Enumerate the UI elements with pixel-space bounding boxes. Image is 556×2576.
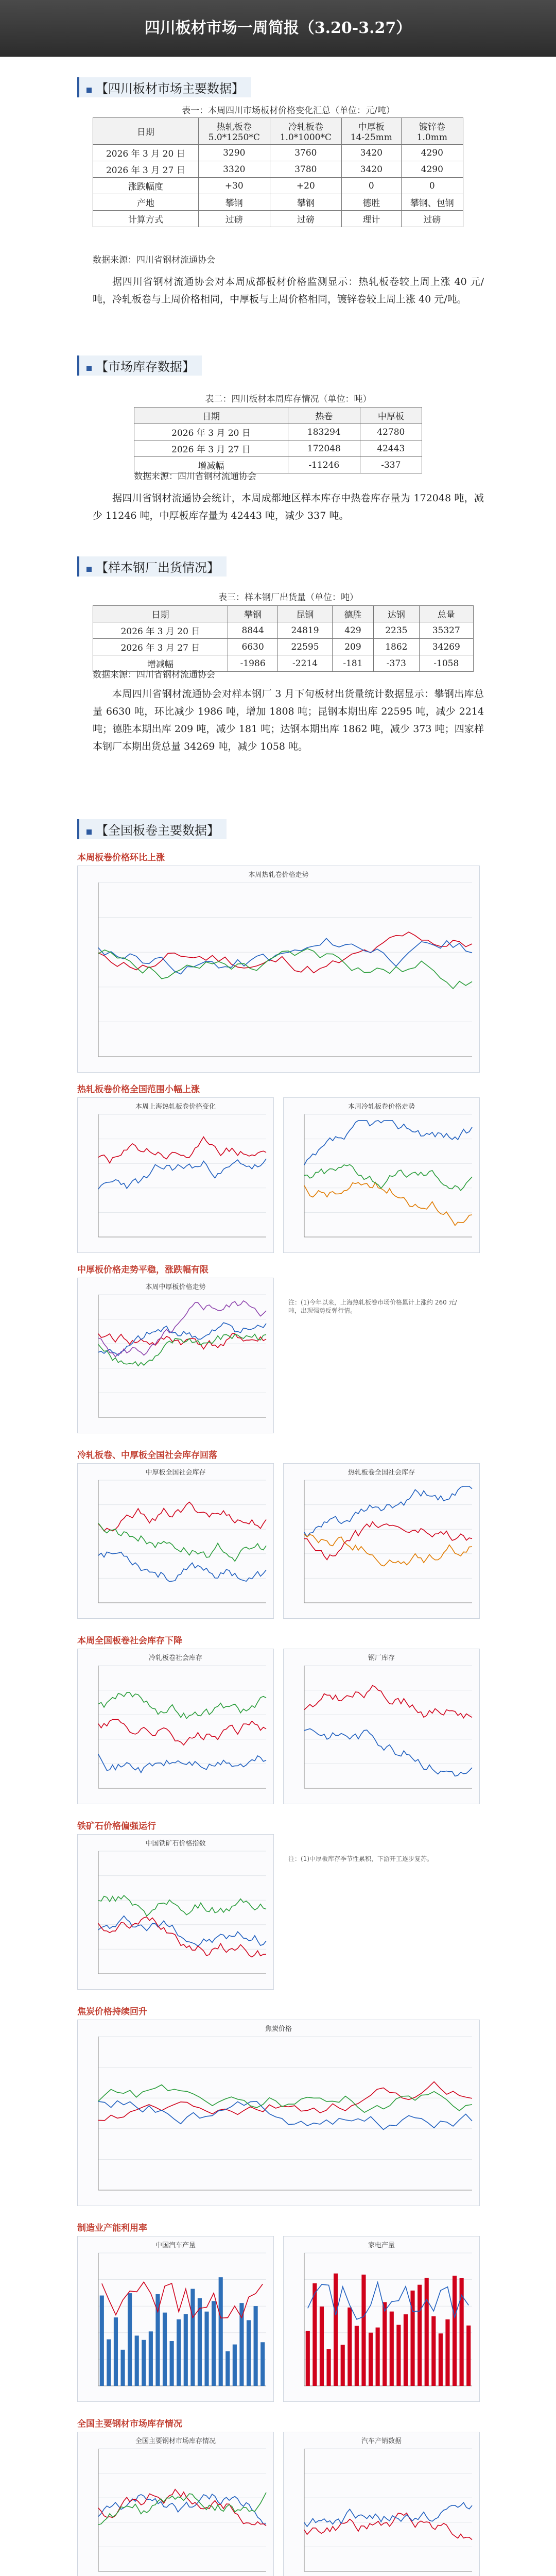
table-header-row (134, 408, 422, 424)
chart-head-5: 铁矿石价格偏强运行 (77, 1821, 156, 1832)
table-header-row (93, 118, 463, 145)
table-cell: 209 (332, 639, 373, 655)
table-cell: 4290 (401, 145, 463, 161)
section-inventory-label: 【市场库存数据】 (96, 360, 195, 374)
table-cell: 过磅 (270, 211, 341, 227)
series-line (98, 1720, 266, 1745)
table-cell: 34269 (419, 639, 473, 655)
table-cell: 1862 (374, 639, 419, 655)
bar (184, 2314, 188, 2386)
table-header-cell: 冷轧板卷 1.0*1000*C (270, 118, 341, 145)
bar (355, 2326, 359, 2386)
chart-canvas (284, 2432, 479, 2576)
bar (466, 2326, 471, 2386)
chart-canvas (78, 2236, 273, 2401)
table-header-cell: 总量 (419, 606, 473, 622)
table-row (93, 622, 474, 639)
bar (348, 2308, 352, 2386)
chart-title: 中国铁矿石价格指数 (145, 1840, 206, 1848)
table-row (134, 424, 422, 440)
table-header-cell: 热卷 (288, 408, 360, 424)
bar (135, 2335, 139, 2386)
bar (128, 2293, 132, 2386)
bar (453, 2276, 457, 2386)
table-cell: 增减幅 (93, 655, 228, 672)
bar (396, 2325, 401, 2386)
table-header-cell: 攀钢 (228, 606, 277, 622)
table-cell: 42780 (360, 424, 422, 440)
series-line (98, 2082, 472, 2121)
table-cell: 涨跌幅度 (93, 178, 199, 194)
chart-canvas (78, 1278, 273, 1433)
chart-canvas (284, 1464, 479, 1618)
chart-plate-inventory (77, 1463, 274, 1619)
table-cell: +30 (198, 178, 270, 194)
table1-caption: 表一：本周四川市场板材价格变化汇总（单位：元/吨） (182, 106, 395, 116)
bar (177, 2319, 181, 2386)
table-cell: 3320 (198, 161, 270, 178)
table-cell: 过磅 (198, 211, 270, 227)
bar (163, 2313, 167, 2386)
chart-head-1: 热轧板卷价格全国范围小幅上涨 (77, 1084, 200, 1095)
table-cell: 理计 (341, 211, 401, 227)
series-line (304, 1534, 472, 1566)
chart-title: 中国汽车产量 (155, 2242, 196, 2249)
bar (100, 2296, 104, 2386)
chart-market-inventory (77, 2432, 274, 2576)
chart-title: 冷轧板卷社会库存 (148, 1654, 202, 1662)
table-row (93, 178, 463, 194)
chart-canvas (78, 1835, 273, 1989)
bar (149, 2331, 153, 2386)
section-national-heading (77, 819, 227, 839)
bar (334, 2274, 338, 2386)
table-cell: -373 (374, 655, 419, 672)
series-line (98, 1895, 266, 1916)
chart-title: 本周热轧卷价格走势 (248, 871, 309, 879)
series-line (98, 1552, 266, 1581)
chart-canvas (78, 2020, 479, 2206)
bar (425, 2278, 429, 2386)
bar (439, 2333, 443, 2386)
price-table (93, 117, 463, 227)
series-line (98, 948, 472, 989)
inventory-summary-paragraph: 据四川省钢材流通协会统计，本周成都地区样本库存中热卷库存量为 172048 吨，减少 11246 吨，中厚板库存量为 42443 吨，减少 337 吨。 (93, 493, 484, 521)
table-header-cell: 达钢 (374, 606, 419, 622)
bar (120, 2350, 125, 2386)
bar (404, 2314, 408, 2386)
bar (312, 2283, 317, 2386)
table-header-cell: 中厚板 14-25mm (341, 118, 401, 145)
chart-iron-ore (77, 1834, 274, 1990)
bar (418, 2285, 422, 2386)
table-cell: 攀钢 (270, 194, 341, 211)
series-line (304, 1182, 472, 1226)
chart-canvas (78, 1464, 273, 1618)
bar (431, 2316, 436, 2386)
section-price-heading (77, 77, 251, 97)
bar (369, 2333, 373, 2386)
table-cell: 产地 (93, 194, 199, 211)
table-cell: 6630 (228, 639, 277, 655)
series-line (304, 2513, 472, 2540)
chart-title: 钢厂库存 (368, 1654, 395, 1662)
series-line (304, 1165, 472, 1191)
chart-hot-rolled-price (77, 866, 480, 1073)
bar (326, 2349, 331, 2386)
table-row (134, 440, 422, 457)
table-cell: -2214 (278, 655, 332, 672)
bar (306, 2331, 310, 2386)
chart-coke-price (77, 2020, 480, 2206)
chart-mill-inventory (283, 1649, 480, 1804)
table-cell: 3780 (270, 161, 341, 178)
bar (320, 2307, 324, 2386)
table-cell: 429 (332, 622, 373, 639)
table-cell: 计算方式 (93, 211, 199, 227)
table2-caption: 表二：四川板材本周库存情况（单位：吨） (205, 394, 372, 404)
series-line (98, 1301, 266, 1357)
table-cell: 35327 (419, 622, 473, 639)
price-summary-paragraph: 据四川省钢材流通协会对本周成都板材价格监测显示：热轧板卷较上周上涨 40 元/吨，冷轧板卷与上周价格相同，中厚板与上周价格相同，镀锌卷较上周上涨 40 元/吨。 (93, 276, 484, 305)
series-line (98, 1754, 266, 1773)
bar (114, 2317, 118, 2386)
series-line (102, 2282, 263, 2318)
chart-note-0: 注：(1)今年以来，上海热轧板卷市场价格累计上涨约 260 元/吨，出现强势反弹行情。 (288, 1299, 457, 1314)
bar (142, 2340, 146, 2386)
bar (190, 2289, 195, 2386)
series-line (304, 2502, 472, 2527)
chart-canvas (78, 1649, 273, 1804)
chart-hrc-inventory (283, 1463, 480, 1619)
chart-plate-price (77, 1278, 274, 1433)
table-cell: +20 (270, 178, 341, 194)
table-header-cell: 日期 (134, 408, 288, 424)
chart-head-2: 中厚板价格走势平稳，涨跌幅有限 (77, 1265, 208, 1275)
table-cell: 0 (341, 178, 401, 194)
chart-head-0: 本周板卷价格环比上涨 (77, 853, 165, 863)
table-cell: 4290 (401, 161, 463, 178)
table-cell: 攀钢、包钢 (401, 194, 463, 211)
section-shipment-label: 【样本钢厂出货情况】 (96, 561, 219, 575)
table-header-cell: 热轧板卷 5.0*1250*C (198, 118, 270, 145)
section-marker (86, 829, 92, 835)
table-cell: 3420 (341, 161, 401, 178)
bar (445, 2319, 449, 2386)
chart-auto-sales (283, 2432, 480, 2576)
table-row (93, 161, 463, 178)
chart-canvas (284, 1649, 479, 1804)
series-line (308, 2282, 468, 2319)
series-line (98, 1916, 266, 1946)
table-cell: 过磅 (401, 211, 463, 227)
bar (376, 2328, 380, 2386)
table-header-cell: 日期 (93, 118, 199, 145)
table-cell: 172048 (288, 440, 360, 457)
bar (254, 2306, 258, 2386)
chart-title: 中厚板全国社会库存 (145, 1469, 206, 1477)
table-cell: 3760 (270, 145, 341, 161)
chart-appliance-production (283, 2236, 480, 2402)
chart-canvas (78, 866, 479, 1072)
bar (361, 2275, 366, 2386)
page-title: 四川板材市场一周简报（3.20-3.27） (144, 19, 412, 37)
series-line (304, 1121, 472, 1165)
chart-head-8: 全国主要钢材市场库存情况 (77, 2419, 182, 2429)
chart-note-1: 注：(1)中厚板库存季节性累积，下游开工逐步复苏。 (288, 1855, 433, 1862)
table-cell: -1058 (419, 655, 473, 672)
bar (225, 2351, 230, 2386)
bar (460, 2278, 464, 2386)
table3-caption: 表三：样本钢厂出货量（单位：吨） (218, 592, 358, 603)
table-row (93, 145, 463, 161)
bar (341, 2345, 345, 2386)
table-cell: 2026 年 3 月 27 日 (93, 161, 199, 178)
chart-title: 焦炭价格 (265, 2025, 292, 2033)
shipment-table (93, 605, 474, 672)
chart-title: 本周上海热轧板卷价格变化 (135, 1103, 216, 1111)
table-cell: 2235 (374, 622, 419, 639)
table-cell: -181 (332, 655, 373, 672)
table-cell: 22595 (278, 639, 332, 655)
chart-crc-inventory (77, 1649, 274, 1804)
table-cell: 2026 年 3 月 27 日 (93, 639, 228, 655)
table-cell: 2026 年 3 月 20 日 (134, 424, 288, 440)
section-marker (86, 567, 92, 572)
table-row (93, 639, 474, 655)
chart-title: 本周冷轧板卷价格走势 (348, 1103, 415, 1111)
section-shipment-heading (77, 556, 227, 577)
series-line (98, 1323, 266, 1355)
bar (390, 2312, 394, 2386)
table-header-cell: 昆钢 (278, 606, 332, 622)
table-row (93, 211, 463, 227)
bar (107, 2340, 111, 2386)
table-cell: 183294 (288, 424, 360, 440)
chart-canvas (284, 2236, 479, 2401)
table3-source: 数据来源：四川省钢材流通协会 (93, 670, 215, 680)
chart-head-4: 本周全国板卷社会库存下降 (77, 1636, 182, 1646)
table-cell: 8844 (228, 622, 277, 639)
chart-head-7: 制造业产能利用率 (77, 2223, 147, 2233)
table-cell: 攀钢 (198, 194, 270, 211)
table-cell: 42443 (360, 440, 422, 457)
table-header-cell: 镀锌卷 1.0mm (401, 118, 463, 145)
chart-title: 热轧板卷全国社会库存 (348, 1469, 415, 1477)
series-line (98, 938, 472, 974)
table-row (93, 194, 463, 211)
chart-title: 汽车产销数据 (361, 2437, 402, 2445)
bar (170, 2341, 174, 2386)
chart-cold-rolled-price (283, 1097, 480, 1253)
table1-source: 数据来源：四川省钢材流通协会 (93, 255, 215, 265)
section-marker (86, 366, 92, 371)
series-line (98, 2085, 472, 2113)
table-cell: 3420 (341, 145, 401, 161)
bar (383, 2302, 387, 2386)
table-cell: -1986 (228, 655, 277, 672)
table-header-cell: 日期 (93, 606, 228, 622)
chart-auto-production (77, 2236, 274, 2402)
inventory-table (134, 407, 422, 473)
table-cell: 2026 年 3 月 20 日 (93, 145, 199, 161)
table2-source: 数据来源：四川省钢材流通协会 (134, 471, 256, 482)
series-line (304, 1522, 472, 1560)
chart-canvas (78, 1098, 273, 1252)
bar (212, 2301, 216, 2386)
chart-canvas (78, 2432, 273, 2576)
bar (198, 2298, 202, 2386)
table-cell: 德胜 (341, 194, 401, 211)
table-header-cell: 中厚板 (360, 408, 422, 424)
bar (260, 2342, 265, 2386)
chart-title: 家电产量 (368, 2242, 395, 2249)
table-cell: 24819 (278, 622, 332, 639)
bar (204, 2312, 208, 2386)
title-banner (0, 0, 556, 57)
table-cell: 2026 年 3 月 20 日 (93, 622, 228, 639)
chart-title: 全国主要钢材市场库存情况 (135, 2437, 216, 2445)
table-cell: 0 (401, 178, 463, 194)
section-inventory-heading (77, 355, 202, 376)
chart-title: 本周中厚板价格走势 (145, 1283, 206, 1291)
table-header-row (93, 606, 474, 622)
bar (247, 2320, 251, 2386)
section-marker (86, 88, 92, 93)
chart-shanghai-hrc (77, 1097, 274, 1253)
table-cell: 2026 年 3 月 27 日 (134, 440, 288, 457)
shipment-summary-paragraph: 本周四川省钢材流通协会对样本钢厂 3 月下旬板材出货量统计数据显示：攀钢出库总量 6630 吨，环比减少 1986 吨，增加 1808 吨；昆钢本期出库 22595 吨，减少 2214 吨；德胜本期出库 209 吨，减少 181 吨；达钢本期出库 1862 吨，减少 373 吨；四家样本钢厂本期出货总量 34269 吨，减少 1058 吨。 (93, 688, 484, 752)
series-line (98, 1917, 266, 1957)
table-cell: -337 (360, 457, 422, 473)
table-cell: 3290 (198, 145, 270, 161)
series-line (98, 1137, 266, 1163)
table-cell: -11246 (288, 457, 360, 473)
section-price-label: 【四川板材市场主要数据】 (96, 81, 244, 96)
table-cell: 增减幅 (134, 457, 288, 473)
bar (233, 2345, 237, 2386)
table-header-cell: 德胜 (332, 606, 373, 622)
bar (219, 2277, 223, 2386)
chart-canvas (284, 1098, 479, 1252)
chart-head-3: 冷轧板卷、中厚板全国社会库存回落 (77, 1450, 217, 1461)
series-line (98, 1502, 266, 1531)
chart-head-6: 焦炭价格持续回升 (77, 2007, 147, 2017)
series-line (304, 1728, 472, 1776)
section-national-label: 【全国板卷主要数据】 (96, 823, 219, 838)
